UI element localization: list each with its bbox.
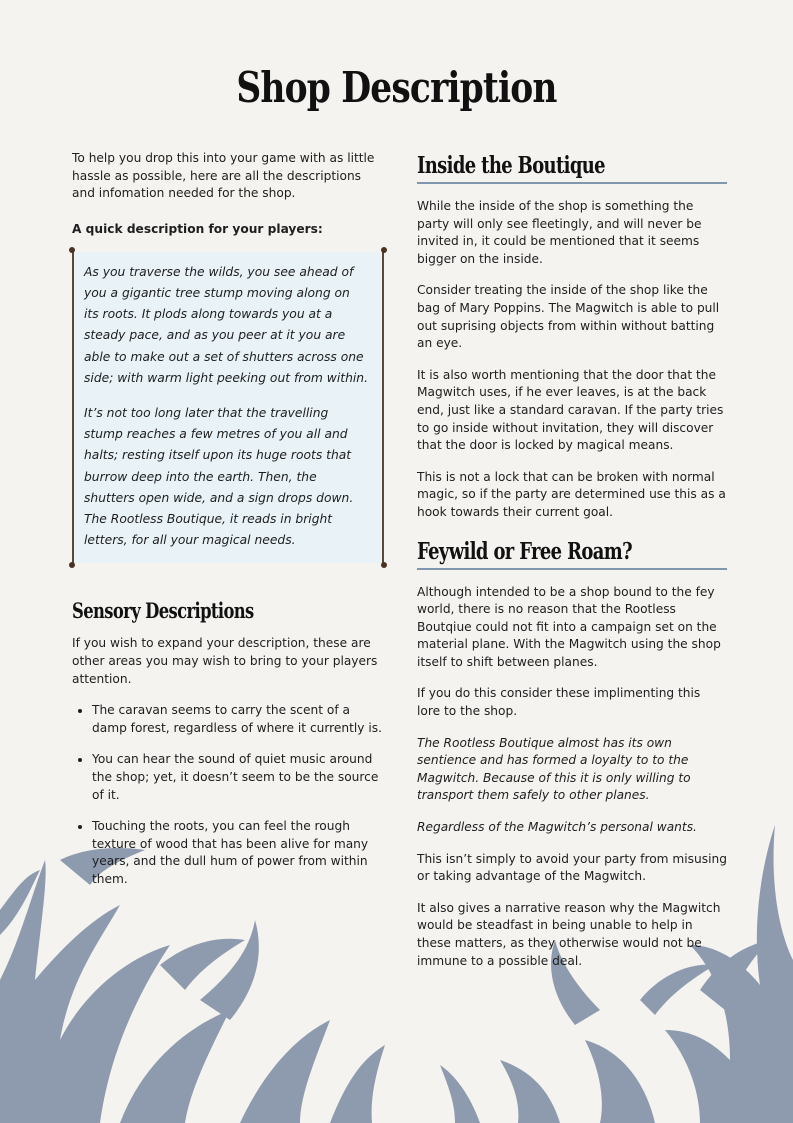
sensory-intro: If you wish to expand your description, these are other areas you may wish to bring to your players attention. <box>72 636 378 686</box>
paragraph: Although intended to be a shop bound to the fey world, there is no reason that the Rootless Boutqiue could not fit into a campaign set on the material plane. With the Magwitch using the shop itself to shift between planes. <box>417 584 721 669</box>
right-column <box>417 150 727 984</box>
paragraph: It is also worth mentioning that the door that the Magwitch uses, if he ever leaves, is at the back end, just like a standard caravan. If the party tries to go inside without invitation, they will discover that the door is locked by magical means. <box>417 367 724 453</box>
corner-ornament <box>69 247 75 253</box>
sensory-heading: Sensory Descriptions <box>72 598 254 624</box>
paragraph: This isn’t simply to avoid your party from misusing or taking advantage of the Magwitch. <box>417 851 727 884</box>
read-aloud-box <box>72 252 384 564</box>
left-column <box>72 150 384 903</box>
page-title: Shop Description <box>236 63 557 112</box>
heading-rule <box>417 568 727 570</box>
list-item: • Touching the roots, you can feel the rough texture of wood that has been alive for many years, and the dull hum of power from within them. <box>92 818 384 888</box>
list-item: • The caravan seems to carry the scent of a damp forest, regardless of where it currently is. <box>92 702 384 737</box>
paragraph: This is not a lock that can be broken with normal magic, so if the party are determined use this as a hook towards their current goal. <box>417 469 726 519</box>
feywild-heading: Feywild or Free Roam? <box>417 537 632 565</box>
italic-paragraph: Regardless of the Magwitch’s personal wants. <box>417 820 697 835</box>
italic-paragraph: The Rootless Boutique almost has its own sentience and has formed a loyalty to to the Magwitch. Because of this it is only willing to transport them safely to other planes. <box>417 735 691 803</box>
intro-paragraph: To help you drop this into your game with as little hassle as possible, here are all the descriptions and infomation needed for the shop. <box>72 151 375 201</box>
heading-rule <box>417 182 727 184</box>
corner-ornament <box>69 562 75 568</box>
read-aloud-paragraph: As you traverse the wilds, you see ahead of you a gigantic tree stump moving along on its roots. It plods along towards you at a steady pace, and as you peer at it you are able to make out a set of shutters across one side; with warm light peeking out from within. <box>84 264 368 385</box>
read-aloud-paragraph: It’s not too long later that the travelling stump reaches a few metres of you all and halts; resting itself upon its huge roots that burrow deep into the earth. Then, the shutters open wide, and a sign drops down. The Rootless Boutique, it reads in bright letters, for all your magical needs. <box>84 406 354 548</box>
list-item: • You can hear the sound of quiet music around the shop; yet, it doesn’t seem to be the source of it. <box>92 751 384 804</box>
paragraph: If you do this consider these implimenting this lore to the shop. <box>417 686 701 719</box>
corner-ornament <box>381 562 387 568</box>
inside-heading: Inside the Boutique <box>417 152 605 179</box>
quick-description-label: A quick description for your players: <box>72 221 323 236</box>
sensory-list <box>72 702 384 888</box>
corner-ornament <box>381 247 387 253</box>
paragraph: Consider treating the inside of the shop like the bag of Mary Poppins. The Magwitch is able to pull out suprising objects from within without batting an eye. <box>417 283 720 351</box>
paragraph: It also gives a narrative reason why the Magwitch would be steadfast in being unable to help in these matters, as they otherwise would not be immune to a possible deal. <box>417 900 721 968</box>
paragraph: While the inside of the shop is something the party will only see fleetingly, and will never be invited in, it could be mentioned that it seems bigger on the inside. <box>417 199 702 266</box>
